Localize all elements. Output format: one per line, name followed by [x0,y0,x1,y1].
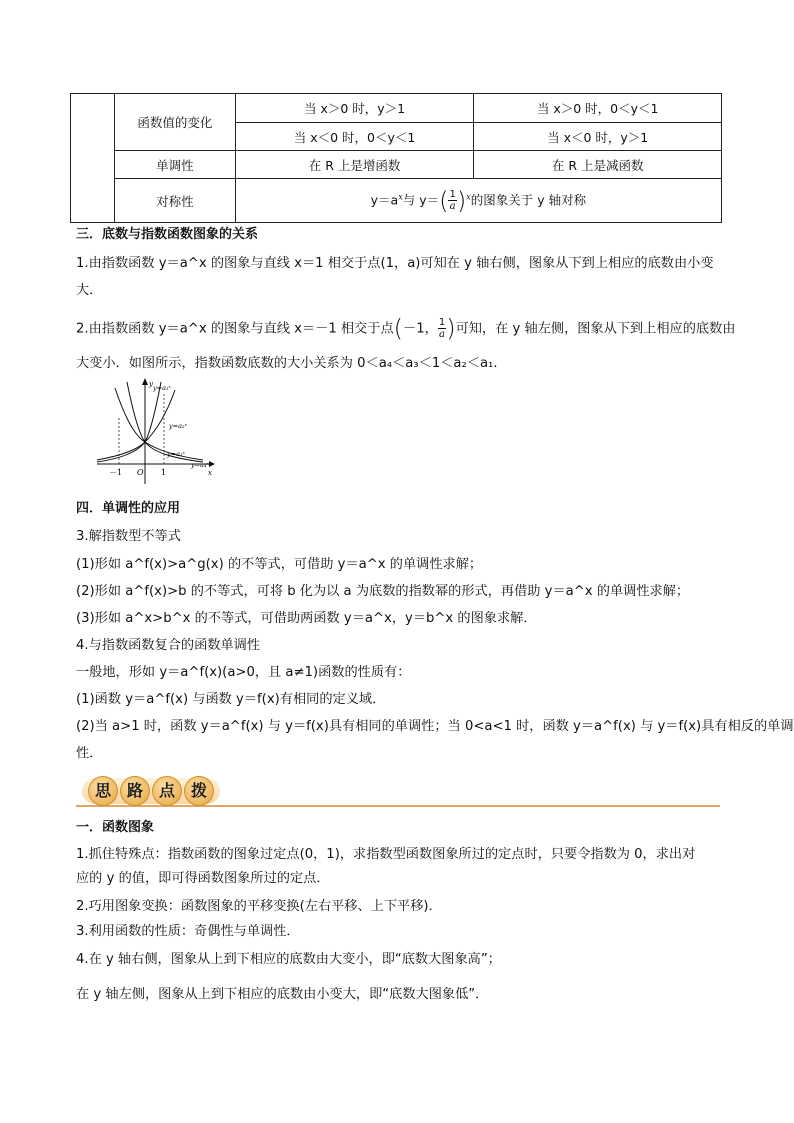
origin-label: O [137,468,144,477]
cell-decreasing-top: 当 x＞0 时，0＜y＜1 [474,94,722,123]
section1-l5: 4.在 y 轴右侧，图象从上到下相应的底数由大变小，即“底数大图象高”； [76,952,501,967]
curve-label-a3: y=a₃ˣ [167,450,185,458]
symmetry-text-a: y＝a [370,192,399,207]
section4-l6: (2)当 a>1 时，函数 y＝a^f(x) 与 y＝f(x)具有相同的单调性；当 0<a<1 时，函数 y＝a^f(x) 与 y＝f(x)具有相反的单调 [76,719,794,734]
cell-increasing-mono: 在 R 上是增函数 [235,151,474,179]
section3-p1-line1: 1.由指数函数 y＝a^x 的图象与直线 x＝1 相交于点(1，a)可知在 y 轴右侧，图象从下到上相应的底数由小变 [76,256,714,271]
cell-decreasing-bottom: 当 x＜0 时，y＞1 [474,123,722,151]
section4-l5: (1)函数 y＝a^f(x) 与函数 y＝f(x)有相同的定义域． [76,692,386,707]
section4-item4: 4.与指数函数复合的函数单调性 [76,638,261,653]
curve-a4 [127,382,203,462]
section1-l6: 在 y 轴左侧，图象从上到下相应的底数由小变大，即“底数大图象低”． [76,987,489,1002]
section4-heading: 四．单调性的应用 [76,501,181,516]
symmetry-text-b: 与 y＝ [402,192,440,207]
section4-l2: (2)形如 a^f(x)>b 的不等式，可将 b 化为以 a 为底数的指数幂的形式，再借助 y＝a^x 的单调性求解； [76,584,690,599]
cell-increasing-top: 当 x＞0 时，y＞1 [235,94,474,123]
section3-p2-line1: 2.由指数函数 y＝a^x 的图象与直线 x＝－1 相交于点(－1， $\frac{1}{a}$)可知，在 y 轴左侧，图象从下到上相应的底数由 [76,314,736,343]
exponential-properties-table [70,93,722,223]
section4-l7: 性． [76,746,103,761]
row-label-monotonicity: 单调性 [114,151,235,179]
section1-heading: 一．函数图象 [76,820,155,835]
section4-l3: (3)形如 a^x>b^x 的不等式，可借助两函数 y＝a^x，y＝b^x 的图象求解． [76,611,537,626]
section4-item3: 3.解指数型不等式 [76,529,181,544]
banner-char-3: 点 [152,776,182,806]
row-label-value-change: 函数值的变化 [114,94,235,151]
y-axis-arrow [142,378,148,385]
section-banner [76,776,720,808]
curve-label-a2: y=a₂ˣ [169,422,187,430]
tick-neg1-label: －1 [109,468,123,477]
x-axis-label: x [208,469,212,477]
banner-char-1: 思 [88,776,118,806]
cell-decreasing-mono: 在 R 上是减函数 [474,151,722,179]
section3-heading: 三．底数与指数函数图象的关系 [76,227,259,242]
curve-label-a4: y=a₄ˣ [191,461,209,469]
row-label-symmetry: 对称性 [114,179,235,223]
cell-increasing-bottom: 当 x＜0 时，0＜y＜1 [235,123,474,151]
banner-rule [76,805,720,807]
table-left-margin-cell [71,94,115,223]
exponential-curves-figure [95,378,215,486]
x-axis-arrow [209,461,215,467]
section1-l1: 1.抓住特殊点：指数函数的图象过定点(0，1)，求指数型函数图象所过的定点时，只要令指数为 0，求出对 [76,847,696,862]
section4-l1: (1)形如 a^f(x)>a^g(x) 的不等式，可借助 y＝a^x 的单调性求解； [76,557,483,572]
section4-l4: 一般地，形如 y＝a^f(x)(a>0，且 a≠1)函数的性质有： [76,665,411,680]
point-fraction: $\frac{1}{a}$ [438,317,446,340]
section1-l3: 2.巧用图象变换：函数图象的平移变换(左右平移、上下平移)． [76,899,442,914]
section3-p2-line2: 大变小．如图所示，指数函数底数的大小关系为 0＜a₄＜a₃＜1＜a₂＜a₁. [76,356,498,371]
symmetry-text-c: 的图象关于 y 轴对称 [470,192,587,207]
y-axis-label: y [149,380,153,388]
symmetry-fraction: $\frac{1}{a}$ [449,189,456,212]
tick-1-label: 1 [161,468,167,477]
banner-char-4: 拨 [184,776,214,806]
section3-p1-line2: 大． [76,283,103,298]
section1-l2: 应的 y 的值，即可得函数图象所过的定点． [76,871,330,886]
section1-l4: 3.利用函数的性质：奇偶性与单调性． [76,924,300,939]
cell-symmetry: $y=a^x$与 y＝( $\frac{1}{a})^x$的图象关于 y 轴对称 [235,179,721,223]
curve-label-a1: y=a₁ˣ [153,384,171,392]
banner-char-2: 路 [120,776,150,806]
